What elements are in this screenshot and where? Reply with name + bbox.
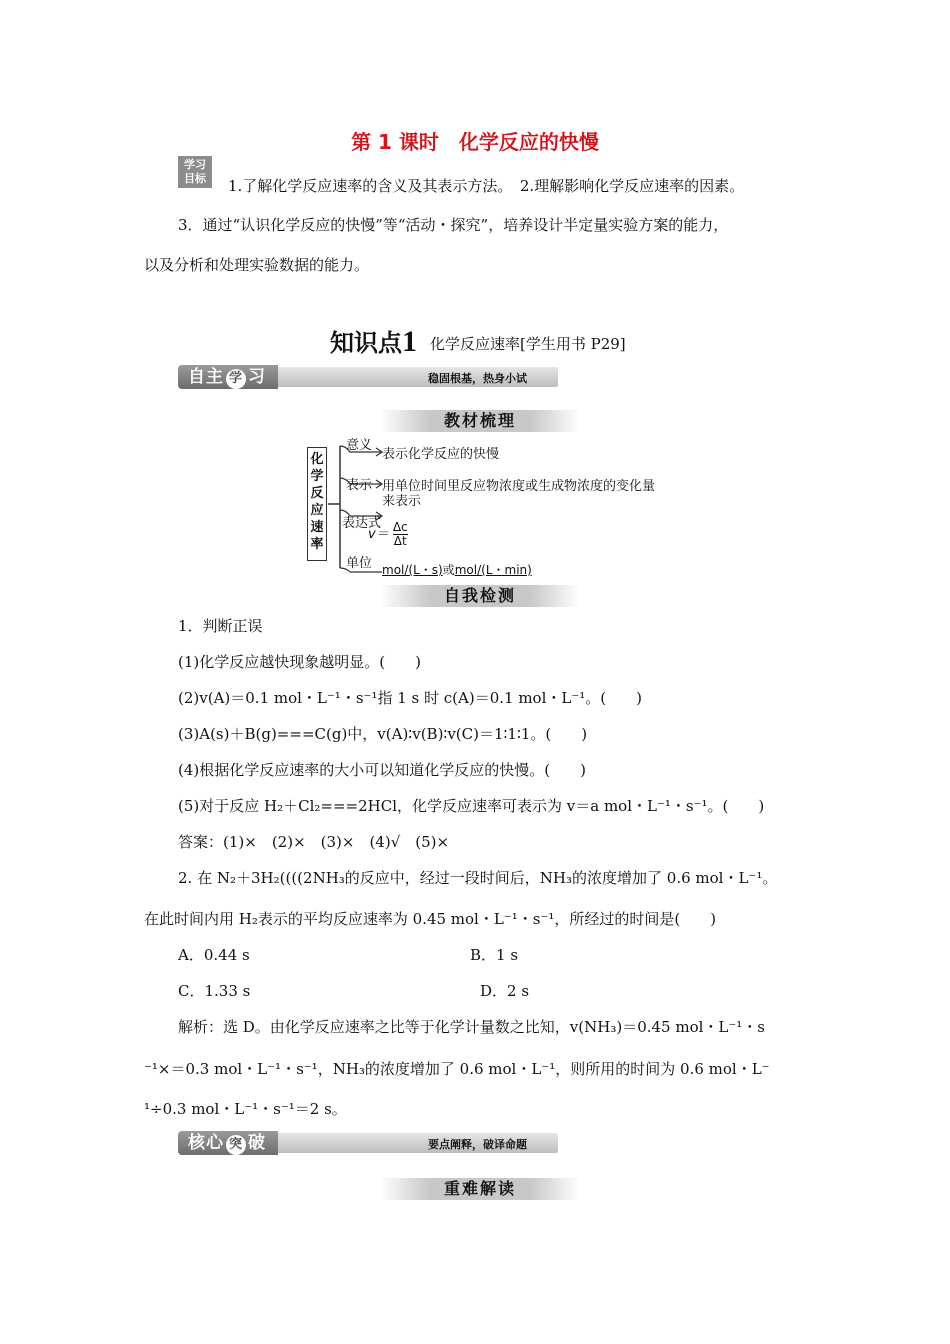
q1-answer: 答案：(1)× (2)× (3)× (4)√ (5)× [178,833,450,851]
badge-line1: 学习 [184,158,206,171]
unit-2: mol/(L・min) [454,563,532,577]
branch-text-representation-2: 来表示 [382,494,422,509]
q2-line-1: 2. 在 N₂＋3H₂((((2NH₃的反应中，经过一段时间后，NH₃的浓度增加了 0.6 mol・L⁻¹。 [178,869,778,887]
q1-item-4: (4)根据化学反应速率的大小可以知道化学反应的快慢。( ) [178,761,586,779]
branch-text-representation-1: 用单位时间里反应物浓度或生成物浓度的变化量 [382,479,656,494]
diagram-root-box [307,447,327,561]
learning-goals-badge [178,156,212,188]
branch-text-meaning: 表示化学反应的快慢 [382,447,500,462]
badge-line2: 目标 [184,172,206,185]
formula-denominator: Δt [393,534,407,548]
unit-or: 或 [442,563,455,577]
branch-label-meaning: 意义 [346,438,373,453]
q2-option-b: B．1 s [470,946,519,964]
section-bar-subtitle: 稳固根基，热身小试 [428,372,527,385]
root-char: 反 [310,486,324,501]
branch-label-unit: 单位 [346,556,373,571]
section-heading-textbook-summary: 教材梳理 [380,410,580,432]
branch-label-expression: 表达式 [342,516,382,531]
section-heading-self-check: 自我检测 [380,585,580,607]
knowledge-point-text: 化学反应速率[学生用书 P29] [430,335,626,353]
q2-option-d: D．2 s [480,982,530,1000]
goal-line-1: 1.了解化学反应速率的含义及其表示方法。 2.理解影响化学反应速率的因素。 [228,177,745,195]
formula-numerator: Δc [392,520,408,534]
q2-solution-1: 解析：选 D。由化学反应速率之比等于化学计量数之比知，v(NH₃)＝0.45 mol・L⁻¹・s [178,1018,766,1036]
section-heading-key-points: 重难解读 [380,1178,580,1200]
q1-item-5: (5)对于反应 H₂＋Cl₂===2HCl，化学反应速率可表示为 v＝a mol・L⁻¹・s⁻¹。( ) [178,797,765,815]
section-bar-subtitle: 要点阐释，破译命题 [428,1138,527,1151]
tag-text: 自主 [188,367,224,387]
q2-line-2: 在此时间内用 H₂表示的平均反应速率为 0.45 mol・L⁻¹・s⁻¹，所经过的时间是( ) [144,910,717,928]
tag-circle: 突 [226,1135,246,1155]
tag-text-end: 习 [248,367,266,387]
tag-text-end: 破 [248,1133,266,1153]
section-tag-self-study [178,365,278,389]
branch-label-representation: 表示 [346,478,373,493]
branch-formula [368,521,408,548]
root-char: 学 [310,469,324,484]
formula-v: v＝ [368,527,389,542]
formula-fraction [393,521,408,548]
root-char: 率 [310,537,324,552]
knowledge-point-heading [330,323,417,359]
q2-option-c: C．1.33 s [178,982,251,1000]
q1-item-3: (3)A(s)＋B(g)===C(g)中，v(A)∶v(B)∶v(C)＝1∶1∶1。( ) [178,725,588,743]
root-char: 速 [310,520,324,535]
root-char: 化 [310,452,324,467]
lesson-title: 第 1 课时 化学反应的快慢 [351,130,599,154]
goal-line-3: 以及分析和处理实验数据的能力。 [144,256,370,274]
unit-1: mol/(L・s) [382,563,443,577]
tag-text: 核心 [188,1133,224,1153]
q1-item-2: (2)v(A)＝0.1 mol・L⁻¹・s⁻¹指 1 s 时 c(A)＝0.1 mol・L⁻¹。( ) [178,689,642,707]
branch-units [382,561,532,578]
q2-solution-3: ¹÷0.3 mol・L⁻¹・s⁻¹＝2 s。 [144,1100,347,1118]
root-char: 应 [310,503,324,518]
q2-solution-2: ⁻¹×＝0.3 mol・L⁻¹・s⁻¹，NH₃的浓度增加了 0.6 mol・L⁻¹，则所用的时间为 0.6 mol・L⁻ [144,1060,770,1078]
tag-circle: 学 [226,369,246,389]
goal-line-2: 3．通过“认识化学反应的快慢”等“活动・探究”，培养设计半定量实验方案的能力， [178,216,729,234]
q1-heading: 1．判断正误 [178,617,263,635]
knowledge-point-label: 知识点 [330,329,402,357]
q1-item-1: (1)化学反应越快现象越明显。( ) [178,653,421,671]
q2-option-a: A．0.44 s [178,946,250,964]
knowledge-point-number: 1 [402,325,417,358]
section-tag-core [178,1131,278,1155]
